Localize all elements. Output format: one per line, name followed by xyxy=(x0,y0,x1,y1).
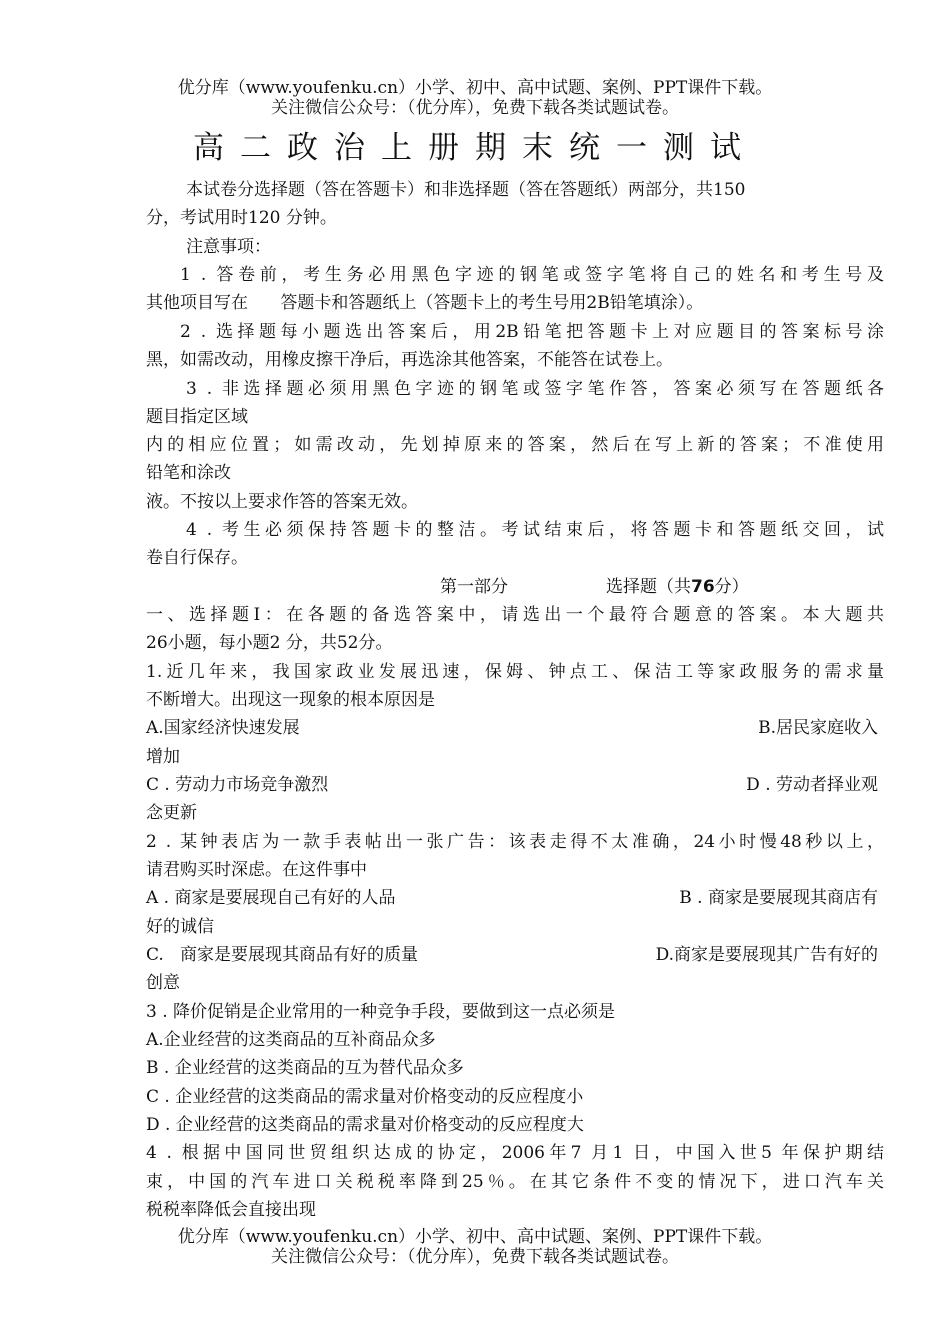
question-1-stem: 1.近几年来，我国家政业发展迅速，保姆、钟点工、保洁工等家政服务的需求量 xyxy=(146,662,884,682)
question-1-option-d-cont: 念更新 xyxy=(146,803,197,823)
section-instructions: 一、选择题Ⅰ：在各题的备选答案中，请选出一个最符合题意的答案。本大题共 xyxy=(146,605,884,625)
question-1-stem-cont: 不断增大。出现这一现象的根本原因是 xyxy=(146,690,435,710)
page-footer-line-1: 优分库（www.youfenku.cn）小学、初中、高中试题、案例、PPT课件下载。 xyxy=(177,1227,773,1247)
question-3-stem: 3 . 降价促销是企业常用的一种竞争手段，要做到这一点必须是 xyxy=(146,1002,616,1022)
question-2-option-a: A . 商家是要展现自己有好的人品 xyxy=(146,888,396,908)
question-3-option-b: B . 企业经营的这类商品的互为替代品众多 xyxy=(146,1058,464,1078)
intro-line: 本试卷分选择题（答在答题卡）和非选择题（答在答题纸）两部分，共150 xyxy=(186,180,746,200)
notice-item-2: 2 . 选择题每小题选出答案后，用2B铅笔把答题卡上对应题目的答案标号涂 xyxy=(180,322,884,342)
question-4-stem: 4 . 根据中国同世贸组织达成的协定，2006年7 月1 日，中国入世5 年保护期结 xyxy=(146,1143,884,1163)
page-header-line-1: 优分库（www.youfenku.cn）小学、初中、高中试题、案例、PPT课件下载。 xyxy=(177,78,773,98)
notice-item-3-cont: 铅笔和涂改 xyxy=(146,463,231,483)
question-2-option-b-cont: 好的诚信 xyxy=(146,917,214,937)
notice-item-3-cont: 内的相应位置；如需改动，先划掉原来的答案，然后在写上新的答案；不准使用 xyxy=(146,435,884,455)
question-2-option-d-cont: 创意 xyxy=(146,973,180,993)
question-1-option-d: D . 劳动者择业观 xyxy=(746,775,878,795)
question-1-option-a: A.国家经济快速发展 xyxy=(146,718,300,738)
notice-item-4: 4 . 考生必须保持答题卡的整洁。考试结束后，将答题卡和答题纸交回，试 xyxy=(186,520,884,540)
intro-line: 分，考试用时120 分钟。 xyxy=(146,208,337,228)
question-1-option-b-cont: 增加 xyxy=(146,747,180,767)
section-instructions-cont: 26小题，每小题2 分，共52分。 xyxy=(146,633,393,653)
question-1-option-b: B.居民家庭收入 xyxy=(758,718,878,738)
page-header-line-2: 关注微信公众号：（优分库），免费下载各类试题试卷。 xyxy=(271,98,679,118)
question-2-stem: 2 . 某钟表店为一款手表帖出一张广告：该表走得不太准确，24小时慢48秒以上， xyxy=(146,832,884,852)
notice-item-3: 3 . 非选择题必须用黑色字迹的钢笔或签字笔作答，答案必须写在答题纸各 xyxy=(186,379,884,399)
question-4-stem-cont: 税税率降低会直接出现 xyxy=(146,1200,316,1220)
page-title: 高二政治上册期末统一测试 xyxy=(193,130,757,166)
page-footer-line-2: 关注微信公众号：（优分库），免费下载各类试题试卷。 xyxy=(271,1247,679,1267)
question-2-option-b: B . 商家是要展现其商店有 xyxy=(679,888,878,908)
notice-heading: 注意事项： xyxy=(186,237,271,257)
part-heading xyxy=(606,575,749,599)
question-3-option-a: A.企业经营的这类商品的互补商品众多 xyxy=(146,1030,436,1050)
question-1-option-c: C . 劳动力市场竞争激烈 xyxy=(146,775,329,795)
question-3-option-d: D . 企业经营的这类商品的需求量对价格变动的反应程度大 xyxy=(146,1115,584,1135)
part-label: 第一部分 xyxy=(440,577,508,597)
question-2-option-c: C. 商家是要展现其商品有好的质量 xyxy=(146,945,419,965)
notice-item-3-cont: 题目指定区域 xyxy=(146,407,248,427)
part-score-num: 76 xyxy=(691,577,715,597)
question-2-stem-cont: 请君购买时深虑。在这件事中 xyxy=(146,860,367,880)
notice-item-1: 1 . 答卷前，考生务必用黑色字迹的钢笔或签字笔将自己的姓名和考生号及 xyxy=(180,265,884,285)
question-4-stem-cont: 束，中国的汽车进口关税税率降到25％。在其它条件不变的情况下，进口汽车关 xyxy=(146,1172,884,1192)
notice-item-1-cont: 其他项目写在 答题卡和答题纸上（答题卡上的考生号用2B铅笔填涂）。 xyxy=(146,293,704,313)
part-name: 选择题 xyxy=(606,577,657,597)
part-score-pre: （共 xyxy=(657,577,691,597)
question-3-option-c: C . 企业经营的这类商品的需求量对价格变动的反应程度小 xyxy=(146,1087,584,1107)
notice-item-2-cont: 黑，如需改动，用橡皮擦干净后，再选涂其他答案，不能答在试卷上。 xyxy=(146,350,673,370)
part-score-post: 分） xyxy=(714,577,749,597)
question-2-option-d: D.商家是要展现其广告有好的 xyxy=(655,945,878,965)
notice-item-4-cont: 卷自行保存。 xyxy=(146,548,248,568)
notice-item-3-cont: 液。不按以上要求作答的答案无效。 xyxy=(146,492,418,512)
